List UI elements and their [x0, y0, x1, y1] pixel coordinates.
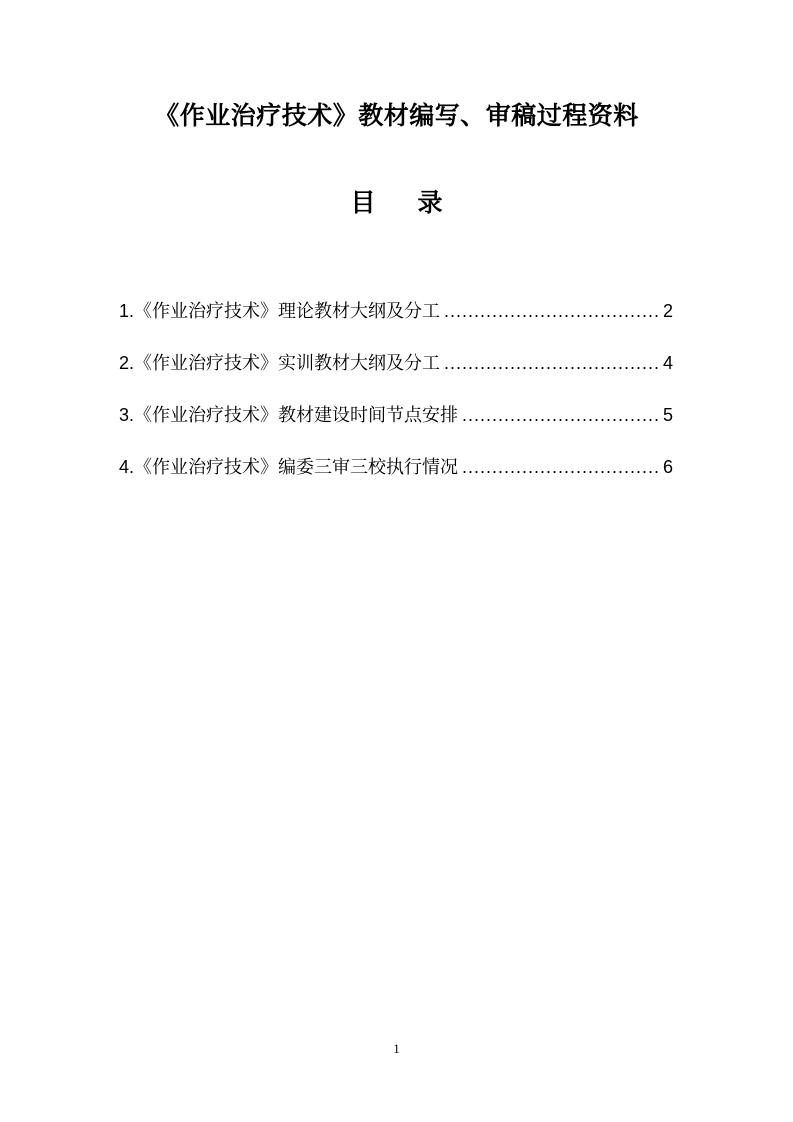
- toc-entry-number: 2.: [119, 353, 135, 373]
- toc-heading: [0, 183, 793, 223]
- toc-entry-3[interactable]: [119, 400, 673, 452]
- dot-leader: [462, 452, 659, 482]
- toc-entry-page: 5: [662, 405, 673, 425]
- toc-entry-4[interactable]: [119, 452, 673, 504]
- document-title: 《作业治疗技术》教材编写、审稿过程资料: [154, 101, 639, 130]
- toc-entry-page: 4: [662, 353, 673, 373]
- table-of-contents: [119, 296, 673, 504]
- toc-entry-2[interactable]: [119, 348, 673, 400]
- toc-heading-char-1: 目: [350, 188, 376, 217]
- dot-leader: [444, 348, 659, 378]
- page-number: 1: [393, 1041, 400, 1056]
- dot-leader: [444, 296, 659, 326]
- toc-entry-text: 《作业治疗技术》编委三审三校执行情况: [134, 457, 459, 478]
- toc-entry-text: 《作业治疗技术》理论教材大纲及分工: [134, 301, 441, 322]
- toc-entry-text: 《作业治疗技术》实训教材大纲及分工: [134, 353, 441, 374]
- toc-heading-char-2: 录: [417, 188, 443, 217]
- toc-entry-text: 《作业治疗技术》教材建设时间节点安排: [134, 405, 459, 426]
- toc-entry-page: 6: [662, 457, 673, 477]
- toc-entry-number: 4.: [119, 457, 135, 477]
- toc-entry-number: 3.: [119, 405, 135, 425]
- toc-entry-1[interactable]: [119, 296, 673, 348]
- toc-entry-page: 2: [662, 301, 673, 321]
- toc-entry-number: 1.: [119, 301, 135, 321]
- dot-leader: [462, 400, 659, 430]
